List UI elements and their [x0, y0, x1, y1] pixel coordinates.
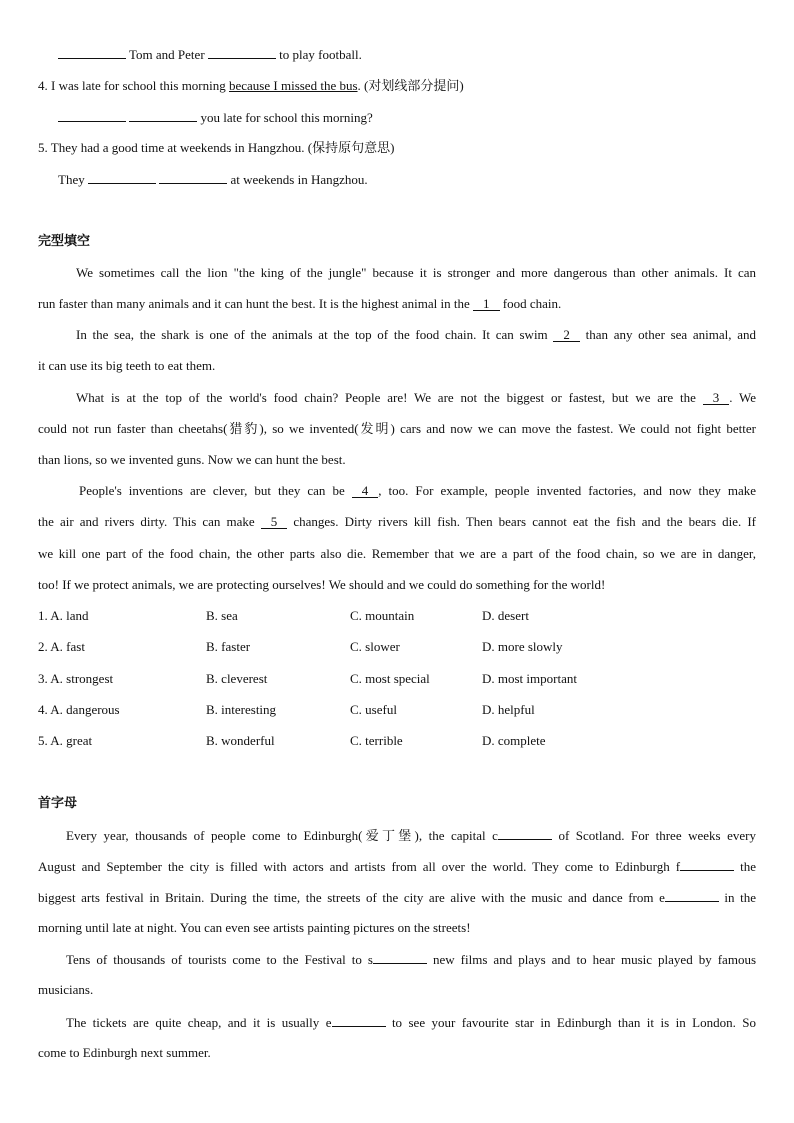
initial-line5 — [66, 951, 756, 968]
option-5-B[interactable]: B. wonderful — [206, 733, 275, 748]
option-2-A[interactable]: 2. A. fast — [38, 639, 85, 654]
q4-text: 4. I was late for school this morning — [38, 78, 229, 93]
answer-blank[interactable] — [58, 109, 126, 122]
option-1-D[interactable]: D. desert — [482, 608, 529, 623]
q5-answer-text: at weekends in Hangzhou. — [230, 172, 368, 187]
option-5-A[interactable]: 5. A. great — [38, 733, 93, 748]
initial-blank-f[interactable] — [680, 858, 734, 871]
cloze-p3-line2: could not run faster than cheetahs(猎豹), so we invented(发明) cars and now we can move the fastest. We could not fight better — [38, 421, 756, 436]
option-3-B[interactable]: B. cleverest — [206, 671, 268, 686]
initial-heading: 首字母 — [38, 796, 78, 811]
cloze-text: run faster than many animals and it can hunt the best. It is the highest animal in the — [38, 296, 470, 311]
cloze-heading: 完型填空 — [38, 234, 91, 249]
cloze-text: changes. Dirty rivers kill fish. Then bears cannot eat the fish and the bears die. If — [293, 514, 757, 529]
option-3-A[interactable]: 3. A. strongest — [38, 671, 114, 686]
option-3-C[interactable]: C. most special — [350, 671, 430, 686]
initial-blank-s[interactable] — [373, 951, 427, 964]
initial-line4: morning until late at night. You can even see artists painting pictures on the streets! — [38, 920, 471, 935]
cloze-text: What is at the top of the world's food chain? People are! We are not the biggest or fastest, but we are the — [76, 390, 696, 405]
q3-answer-line — [58, 46, 776, 63]
q5-prompt: 5. They had a good time at weekends in Hangzhou. (保持原句意思) — [38, 140, 395, 155]
initial-text: Every year, thousands of people come to Edinburgh(爱丁堡), the capital c — [66, 828, 498, 843]
cloze-text: , too. For example, people invented factories, and now they make — [378, 483, 757, 498]
cloze-p4-line4: too! If we protect animals, we are protecting ourselves! We should and we could do something for the world! — [38, 577, 606, 592]
initial-line1 — [66, 827, 756, 844]
initial-blank-e2[interactable] — [332, 1014, 386, 1027]
answer-blank[interactable] — [58, 46, 126, 59]
option-2-D[interactable]: D. more slowly — [482, 639, 563, 654]
cloze-p4-line3: we kill one part of the food chain, the other parts also die. Remember that we are a part of the food chain, so we are in danger, — [38, 546, 756, 561]
q3-text: Tom and Peter — [129, 47, 205, 62]
option-4-B[interactable]: B. interesting — [206, 702, 277, 717]
initial-text: of Scotland. For three weeks every — [558, 828, 756, 843]
option-3-D[interactable]: D. most important — [482, 671, 577, 686]
option-5-D[interactable]: D. complete — [482, 733, 546, 748]
initial-text: in the — [724, 890, 756, 905]
cloze-blank-4[interactable]: 4 — [352, 484, 379, 498]
answer-blank[interactable] — [88, 171, 156, 184]
cloze-p1-line1: We sometimes call the lion "the king of the jungle" because it is stronger and more dangerous than other animals. It can — [76, 265, 756, 280]
initial-text: Tens of thousands of tourists come to the Festival to s — [66, 952, 373, 967]
initial-line8: come to Edinburgh next summer. — [38, 1045, 211, 1060]
cloze-blank-3[interactable]: 3 — [703, 391, 730, 405]
cloze-p4-line1 — [79, 483, 756, 499]
cloze-text: food chain. — [502, 296, 562, 311]
cloze-text: People's inventions are clever, but they can be — [79, 483, 345, 498]
option-2-C[interactable]: C. slower — [350, 639, 400, 654]
cloze-text: the air and rivers dirty. This can make — [38, 514, 255, 529]
initial-blank-e1[interactable] — [665, 889, 719, 902]
cloze-p2-line2: it can use its big teeth to eat them. — [38, 358, 216, 373]
cloze-blank-2[interactable]: 2 — [553, 328, 580, 342]
answer-blank[interactable] — [208, 46, 276, 59]
answer-blank[interactable] — [159, 171, 227, 184]
cloze-p4-line2 — [38, 514, 756, 530]
initial-line7 — [66, 1014, 756, 1031]
initial-text: new films and plays and to hear music played by famous — [433, 952, 756, 967]
option-5-C[interactable]: C. terrible — [350, 733, 403, 748]
option-4-D[interactable]: D. helpful — [482, 702, 535, 717]
cloze-blank-1[interactable]: 1 — [473, 297, 500, 311]
cloze-p1-line2 — [38, 296, 756, 312]
cloze-p2-line1 — [76, 327, 756, 343]
initial-text: August and September the city is filled with actors and artists from all over the world. They come to Edinburgh f — [38, 859, 681, 874]
initial-text: The tickets are quite cheap, and it is usually e — [66, 1015, 332, 1030]
cloze-text: . We — [729, 390, 757, 405]
q5-answer-pre: They — [58, 172, 85, 187]
q4-answer-line — [58, 109, 776, 126]
option-1-B[interactable]: B. sea — [206, 608, 238, 623]
q4-prompt — [38, 78, 756, 94]
initial-text: the — [740, 859, 757, 874]
option-1-A[interactable]: 1. A. land — [38, 608, 89, 623]
cloze-blank-5[interactable]: 5 — [261, 515, 288, 529]
initial-line6: musicians. — [38, 982, 94, 997]
q3-text-end: to play football. — [279, 47, 362, 62]
cloze-text: In the sea, the shark is one of the animals at the top of the food chain. It can swim — [76, 327, 548, 342]
option-4-C[interactable]: C. useful — [350, 702, 397, 717]
cloze-p3-line1 — [76, 390, 756, 406]
answer-blank[interactable] — [129, 109, 197, 122]
option-4-A[interactable]: 4. A. dangerous — [38, 702, 120, 717]
q5-answer-line — [58, 171, 776, 188]
q4-underlined: because I missed the bus — [229, 78, 358, 93]
initial-blank-c[interactable] — [498, 827, 552, 840]
cloze-p3-line3: than lions, so we invented guns. Now we can hunt the best. — [38, 452, 346, 467]
cloze-text: than any other sea animal, and — [585, 327, 757, 342]
initial-text: biggest arts festival in Britain. During the time, the streets of the city are alive with the music and dance from e — [38, 890, 665, 905]
initial-line3 — [38, 889, 756, 906]
q4-answer-text: you late for school this morning? — [200, 110, 373, 125]
option-1-C[interactable]: C. mountain — [350, 608, 415, 623]
q4-instruction: . (对划线部分提问) — [357, 78, 464, 93]
initial-line2 — [38, 858, 756, 875]
initial-text: to see your favourite star in Edinburgh than it is in London. So — [391, 1015, 756, 1030]
option-2-B[interactable]: B. faster — [206, 639, 251, 654]
